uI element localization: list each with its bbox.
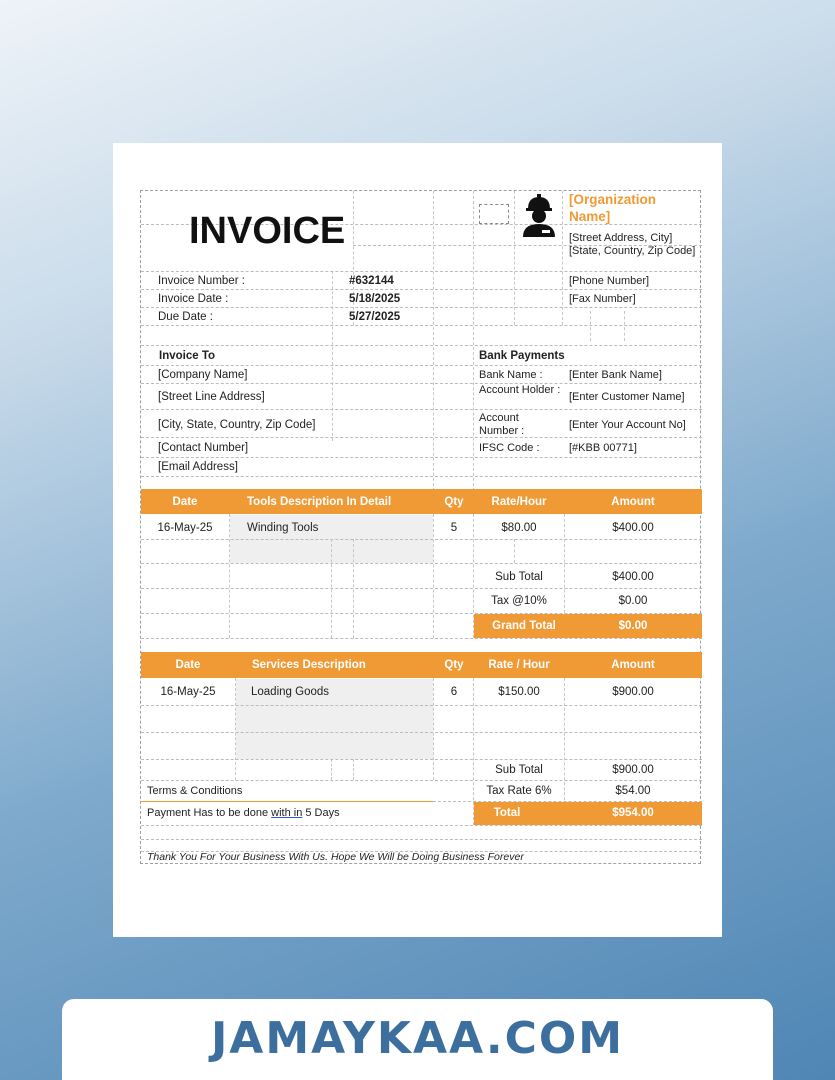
services-row-amount: $900.00 xyxy=(612,686,654,698)
invoice-number-label: Invoice Number : xyxy=(158,275,245,287)
services-row-rate: $150.00 xyxy=(498,686,540,698)
account-number-label: Account Number : xyxy=(479,412,525,437)
tools-grand-total-value: $0.00 xyxy=(618,620,648,632)
account-holder-value: [Enter Customer Name] xyxy=(569,391,685,403)
tools-row-qty: 5 xyxy=(450,522,458,534)
tools-row-rate: $80.00 xyxy=(501,522,537,534)
bill-to-city: [City, State, Country, Zip Code] xyxy=(158,419,316,431)
invoice-to-heading: Invoice To xyxy=(159,350,216,362)
bill-to-contact: [Contact Number] xyxy=(158,442,249,454)
services-row-qty: 6 xyxy=(450,686,458,698)
services-header-date: Date xyxy=(175,659,201,671)
logo-placeholder-box xyxy=(479,204,509,224)
brand-logo-text: JAMAYKAA.COM xyxy=(210,1013,625,1064)
bank-payments-heading: Bank Payments xyxy=(479,350,565,362)
invoice-date-value: 5/18/2025 xyxy=(349,293,401,305)
account-number-value: [Enter Your Account No] xyxy=(569,419,686,431)
tools-row-date: 16-May-25 xyxy=(157,522,213,534)
tools-subtotal-value: $400.00 xyxy=(612,571,654,583)
account-holder-label: Account Holder : xyxy=(479,384,561,396)
bill-to-street: [Street Line Address] xyxy=(158,391,265,403)
ifsc-value: [#KBB 00771] xyxy=(569,442,637,454)
thank-you-note: Thank You For Your Business With Us. Hope We Will be Doing Business Forever xyxy=(147,851,524,863)
services-header-amount: Amount xyxy=(611,659,655,671)
tools-grand-total-label: Grand Total xyxy=(492,620,556,632)
invoice-number-value: #632144 xyxy=(349,275,394,287)
tools-tax-label: Tax @10% xyxy=(491,595,547,607)
tools-header-amount: Amount xyxy=(611,496,655,508)
bank-name-label: Bank Name : xyxy=(479,369,543,381)
worker-helmet-icon xyxy=(518,191,560,239)
tools-header-qty: Qty xyxy=(444,496,464,508)
services-tax-value: $54.00 xyxy=(615,785,651,797)
tools-header-description: Tools Description In Detail xyxy=(247,496,392,508)
invoice-document xyxy=(140,190,701,864)
services-tax-label: Tax Rate 6% xyxy=(486,785,552,797)
bill-to-company: [Company Name] xyxy=(158,369,248,381)
ifsc-label: IFSC Code : xyxy=(479,442,540,454)
services-subtotal-label: Sub Total xyxy=(495,764,543,776)
brand-footer xyxy=(62,999,773,1080)
tools-subtotal-label: Sub Total xyxy=(495,571,543,583)
org-phone: [Phone Number] xyxy=(569,275,650,287)
org-state: [State, Country, Zip Code] xyxy=(569,245,696,257)
tools-header-date: Date xyxy=(172,496,198,508)
tools-row-description: Winding Tools xyxy=(247,522,319,534)
bill-to-email: [Email Address] xyxy=(158,461,238,473)
terms-heading: Terms & Conditions xyxy=(147,785,243,797)
services-subtotal-value: $900.00 xyxy=(612,764,654,776)
bank-name-value: [Enter Bank Name] xyxy=(569,369,662,381)
services-row-description: Loading Goods xyxy=(251,686,330,698)
invoice-title: INVOICE xyxy=(189,210,346,252)
org-street: [Street Address, City] xyxy=(569,232,673,244)
invoice-sheet xyxy=(113,143,722,937)
services-header-description: Services Description xyxy=(252,659,366,671)
due-date-label: Due Date : xyxy=(158,311,213,323)
tools-tax-value: $0.00 xyxy=(618,595,648,607)
invoice-date-label: Invoice Date : xyxy=(158,293,229,305)
due-date-value: 5/27/2025 xyxy=(349,311,401,323)
organization-name: [Organization Name] xyxy=(569,192,656,224)
services-total-label: Total xyxy=(493,807,521,819)
services-row-date: 16-May-25 xyxy=(160,686,216,698)
terms-text: Payment Has to be done with in 5 Days xyxy=(147,807,340,819)
tools-header-rate: Rate/Hour xyxy=(491,496,547,508)
org-fax: [Fax Number] xyxy=(569,293,636,305)
services-header-qty: Qty xyxy=(444,659,464,671)
tools-row-amount: $400.00 xyxy=(612,522,654,534)
services-total-value: $954.00 xyxy=(612,807,654,819)
services-header-rate: Rate / Hour xyxy=(488,659,550,671)
